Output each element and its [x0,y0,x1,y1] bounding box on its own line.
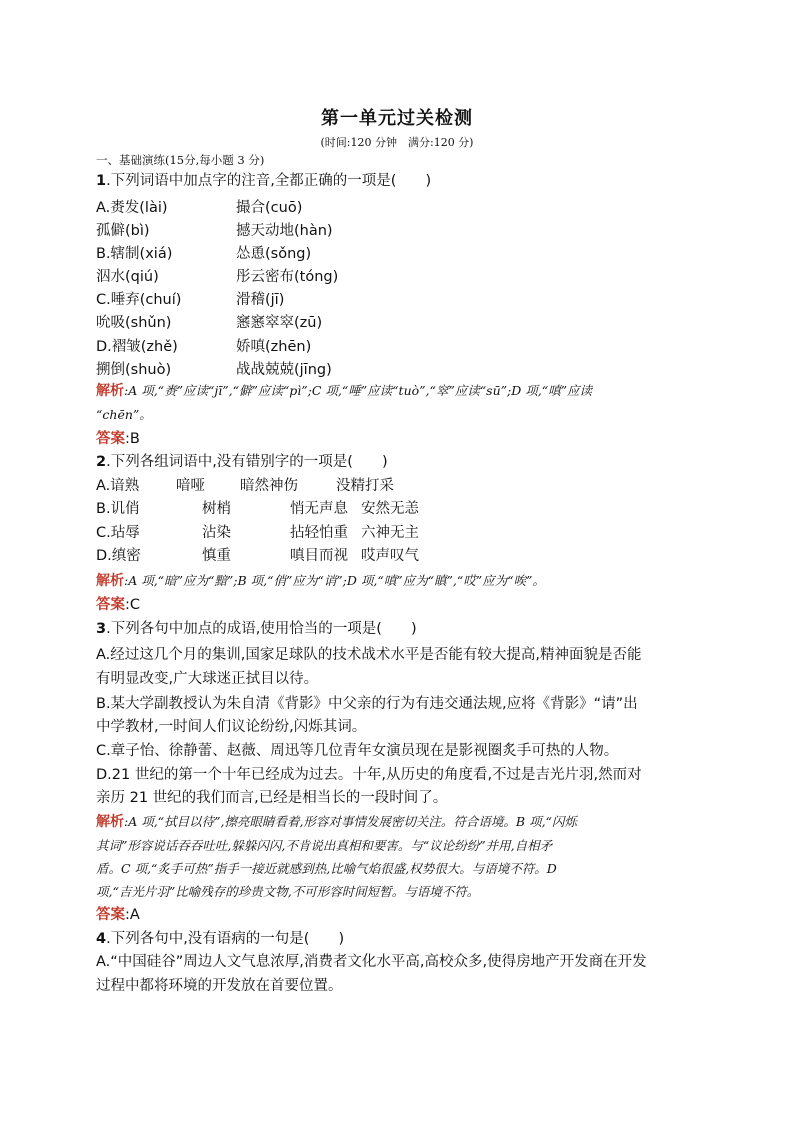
question-4-stem [96,929,344,949]
answer-value: :A [125,907,140,923]
option-cell: 搠倒(shuò) [96,362,172,378]
option-cell: 窸窸窣窣(zū) [236,315,323,331]
q1-option-row [96,267,339,287]
answer-label: 答案 [96,431,125,447]
question-number: 2 [96,454,107,470]
q3-text-line: 中学教材,一时间人们议论纷纷,闪烁其词。 [96,719,367,735]
explanation-text: :A 项,“暗”应为“黯”;B 项,“俏”应为“诮”;D 项,“嗔”应为“瞋”,“哎”应为“唉”。 [124,573,545,588]
page-subtitle: (时间:120 分钟 满分:120 分) [320,136,474,149]
q2-option-row [96,476,516,496]
option-cell: 滑稽(jī) [236,292,285,308]
option-cell: 怂恿(sǒng) [236,246,312,262]
page-title: 第一单元过关检测 [321,108,473,129]
q2-option-row [96,546,516,566]
q3-explanation-cont: 其词”形容说话吞吞吐吐,躲躲闪闪,不肯说出真相和要害。与“议论纷纷”并用,自相矛 [96,838,553,853]
q3-text-line: B.某大学副教授认为朱自清《背影》中父亲的行为有违交通法规,应将《背影》“请”出 [96,696,638,712]
q2-explanation [96,571,545,591]
option-cell: 哎声叹气 [361,548,419,564]
question-1-stem [96,171,431,191]
option-cell: B.讥俏 [96,501,140,517]
option-cell: 彤云密布(tóng) [236,269,339,285]
option-cell: D.缜密 [96,548,141,564]
question-2-stem [96,452,388,472]
option-cell: A.谙熟 [96,478,140,494]
question-number: 1 [96,173,107,189]
q1-option-row [96,244,312,264]
explanation-text: :A 项,“拭目以待”,擦亮眼睛看着,形容对事情发展密切关注。符合语境。B 项,“闪烁 [124,814,577,829]
option-cell: C.唾弃(chuí) [96,292,182,308]
question-number: 4 [96,931,107,947]
q1-option-row [96,198,303,218]
q3-text-line: A.经过这几个月的集训,国家足球队的技术战术水平是否能有较大提高,精神面貌是否能 [96,647,642,663]
q2-option-row [96,499,516,519]
q2-answer [96,595,140,615]
option-cell: 六神无主 [361,525,419,541]
explanation-label: 解析 [96,814,124,830]
q4-text-line: A.“中国硅谷”周边人文气息浓厚,消费者文化水平高,高校众多,使得房地产开发商在开发 [96,954,647,970]
option-cell: 吮吸(shǔn) [96,315,172,331]
section-heading: 一、基础演练(15分,每小题 3 分) [96,153,265,167]
question-text: .下列各句中,没有语病的一句是( ) [106,931,345,947]
question-text: .下列词语中加点字的注音,全都正确的一项是( ) [106,173,432,189]
q3-explanation [96,812,577,832]
explanation-text: :A 项,“赉”应读“jī”,“僻”应读“pì”;C 项,“唾”应读“tuò”,“窣”应读“sū”;D 项,“嗔”应读 [124,383,593,398]
option-cell: 暗然神伤 [240,478,298,494]
option-cell: 撮合(cuō) [236,200,303,216]
answer-label: 答案 [96,597,125,613]
option-cell: 没精打采 [336,478,394,494]
q1-option-row [96,221,333,241]
q3-explanation-cont: 项,“吉光片羽”比喻残存的珍贵文物,不可形容时间短暂。与语境不符。 [96,884,480,899]
option-cell: 嗔目而视 [290,548,348,564]
option-cell: 战战兢兢(jīng) [236,362,332,378]
q1-option-row [96,360,332,380]
q2-option-row [96,523,516,543]
question-text: .下列各句中加点的成语,使用恰当的一项是( ) [106,621,417,637]
q1-answer [96,429,140,449]
option-cell: 安然无恙 [361,501,419,517]
option-cell: 娇嗔(zhēn) [236,339,312,355]
explanation-label: 解析 [96,383,124,399]
option-cell: 泅水(qiú) [96,269,159,285]
option-cell: B.辖制(xiá) [96,246,173,262]
option-cell: 树梢 [202,501,231,517]
q1-option-row [96,313,323,333]
question-number: 3 [96,621,107,637]
option-cell: 喑哑 [176,478,205,494]
option-cell: 悄无声息 [290,501,348,517]
option-cell: 拈轻怕重 [290,525,348,541]
q3-text-line: C.章子怡、徐静蕾、赵薇、周迅等几位青年女演员现在是影视圈炙手可热的人物。 [96,743,619,759]
question-text: .下列各组词语中,没有错别字的一项是( ) [106,454,388,470]
answer-value: :B [125,431,140,447]
q1-option-row [96,337,312,357]
q1-explanation-cont: “chēn”。 [96,407,152,422]
answer-label: 答案 [96,907,125,923]
option-cell: 慎重 [202,548,231,564]
answer-value: :C [125,597,141,613]
option-cell: 撼天动地(hàn) [236,223,333,239]
option-cell: D.褶皱(zhě) [96,339,178,355]
option-cell: 孤僻(bì) [96,223,150,239]
explanation-label: 解析 [96,573,124,589]
q3-text-line: D.21 世纪的第一个十年已经成为过去。十年,从历史的角度看,不过是吉光片羽,然而对 [96,767,642,783]
option-cell: C.玷辱 [96,525,140,541]
q3-text-line: 亲历 21 世纪的我们而言,已经是相当长的一段时间了。 [96,790,448,806]
option-cell: A.赉发(lài) [96,200,168,216]
q1-explanation [96,381,592,401]
question-3-stem [96,619,417,639]
q3-text-line: 有明显改变,广大球迷正拭目以待。 [96,671,319,687]
q4-text-line: 过程中都将环境的开发放在首要位置。 [96,978,343,994]
q3-explanation-cont: 盾。C 项,“炙手可热”指手一接近就感到热,比喻气焰很盛,权势很大。与语境不符。D [96,861,557,876]
q3-answer [96,905,140,925]
q1-option-row [96,290,285,310]
option-cell: 沾染 [202,525,231,541]
